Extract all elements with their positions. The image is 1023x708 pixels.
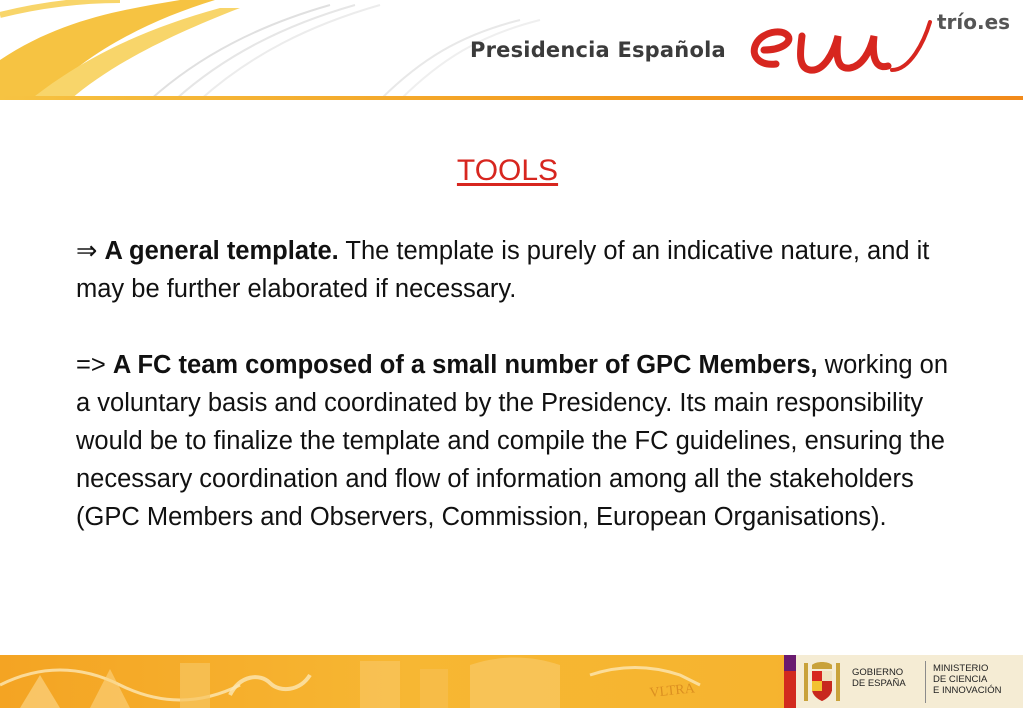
paragraph-heading: A FC team composed of a small number of GPC Members, — [112, 351, 818, 379]
slide-title: TOOLS — [456, 154, 559, 187]
header-orange-rule — [0, 96, 1023, 100]
presidency-title: Presidencia Española — [470, 38, 726, 62]
paragraph-text: working on a voluntary basis and coordinated by the Presidency. Its main responsibility would be to finalize the template and compile the FC guidelines, ensuring the necessary coordination and flow of information among all the stakeholders (GPC Members and Observers, Commission, European Organisations). — [76, 351, 949, 531]
footer-heraldry-decoration — [0, 655, 780, 708]
paragraph-heading: A general template. — [104, 237, 339, 265]
paragraph-template — [76, 232, 951, 308]
paragraph-fc-team — [76, 346, 951, 536]
header-banner — [0, 0, 1023, 100]
paragraph-text: The template is purely of an indicative nature, and it may be further elaborated if necessary. — [76, 237, 930, 303]
footer-divider — [925, 661, 926, 703]
coat-of-arms-icon — [800, 659, 844, 705]
arrow-marker: => — [76, 351, 106, 379]
flag-strip — [784, 655, 796, 708]
implies-arrow-icon: ⇒ — [76, 237, 98, 265]
motto-ribbon-text: VLTRA — [648, 681, 696, 701]
slide-body — [76, 232, 951, 536]
gobierno-de-espana-label: GOBIERNO DE ESPAÑA — [852, 667, 906, 689]
trio-es-label: trío.es — [937, 10, 1011, 34]
ministerio-label: MINISTERIO DE CIENCIA E INNOVACIÓN — [933, 663, 1002, 696]
eu-logo — [742, 12, 932, 90]
footer-banner — [0, 655, 1023, 708]
